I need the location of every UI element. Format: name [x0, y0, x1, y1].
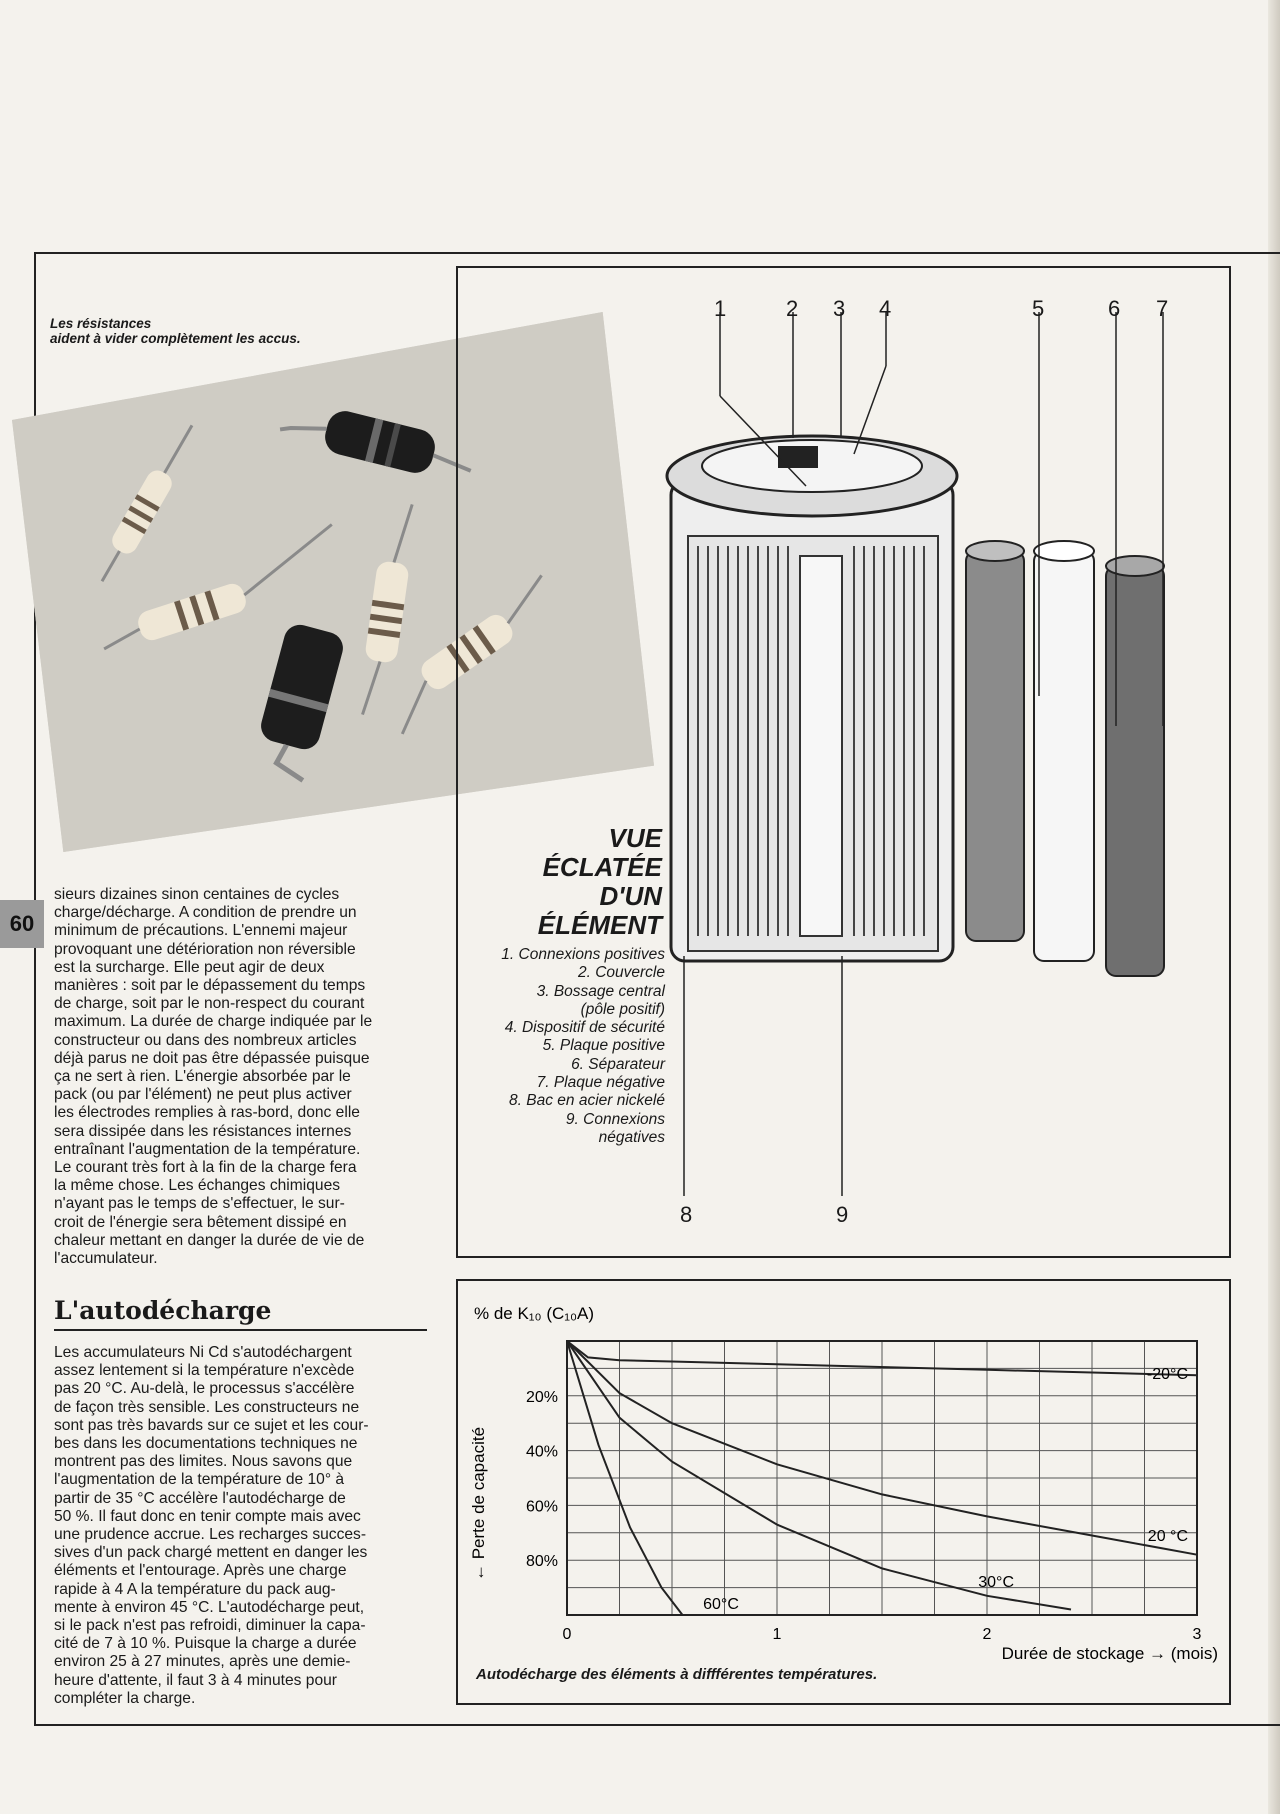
callout-8: 8	[680, 1202, 693, 1227]
section-heading: L'autodécharge	[54, 1296, 427, 1331]
series-label: 20 °C	[1147, 1528, 1188, 1545]
text-line: pas 20 °C. Au-delà, le processus s'accélère	[54, 1380, 355, 1398]
x-tick-label: 0	[562, 1626, 572, 1643]
text-line: n'ayant pas le temps de s'effectuer, le sur-	[54, 1195, 345, 1213]
photo-caption	[50, 316, 350, 346]
callout-9: 9	[836, 1202, 849, 1227]
diagram-title	[440, 824, 662, 940]
text-line: partir de 35 °C accélère l'autodécharge de	[54, 1489, 346, 1507]
diagram-title-line: ÉLÉMENT	[537, 910, 662, 940]
text-line: bes dans les documentations techniques ne	[54, 1435, 358, 1453]
page-edge	[1268, 0, 1280, 1814]
diagram-title-line: D'UN	[599, 881, 662, 911]
text-line: croit de l'énergie sera bêtement dissipé en	[54, 1213, 347, 1231]
text-line: ça ne sert à rien. L'énergie absorbée par le	[54, 1068, 351, 1086]
text-line: l'augmentation de la température de 10° à	[54, 1471, 345, 1489]
text-line: mente à environ 45 °C. L'autodécharge peut,	[54, 1598, 365, 1616]
chart-title: % de K₁₀ (C₁₀A)	[474, 1304, 595, 1323]
legend-line: 7. Plaque négative	[536, 1074, 665, 1092]
series-label: 30°C	[978, 1574, 1014, 1591]
text-line: la même chose. Les échanges chimiques	[54, 1177, 341, 1195]
frame-rule-top	[34, 252, 1280, 254]
text-line: minimum de précautions. L'ennemi majeur	[54, 922, 348, 940]
text-line: manières : soit par le dépassement du temps	[54, 977, 366, 995]
frame-rule-bottom	[34, 1724, 1280, 1726]
callout-7: 7	[1156, 296, 1169, 321]
text-line: de façon très sensible. Les constructeurs ne	[54, 1398, 360, 1416]
diagram-title-line: VUE	[608, 823, 662, 853]
text-line: charge/décharge. A condition de prendre un	[54, 904, 357, 922]
text-line: chaleur mettant en danger la durée de vie de	[54, 1231, 365, 1249]
text-line: cité de 7 à 10 %. Puisque la charge a durée	[54, 1635, 357, 1653]
legend-line: 3. Bossage central	[536, 982, 665, 1000]
legend-line: négatives	[598, 1128, 665, 1146]
series-label: 60°C	[703, 1596, 739, 1613]
text-line: une prudence accrue. Les recharges succes-	[54, 1526, 367, 1544]
page-number: 60	[0, 900, 44, 948]
text-line: déjà parus ne doit pas être dépassée puisque	[54, 1049, 370, 1067]
x-tick-label: 3	[1192, 1626, 1202, 1643]
y-tick-label: 80%	[525, 1553, 558, 1571]
legend-line: 4. Dispositif de sécurité	[504, 1019, 665, 1037]
legend-line: (pôle positif)	[580, 1000, 665, 1018]
legend-line: 6. Séparateur	[571, 1055, 665, 1073]
x-tick-label: 1	[772, 1626, 782, 1643]
text-line: de charge, soit par le non-respect du courant	[54, 995, 365, 1013]
legend-line: 1. Connexions positives	[501, 946, 665, 963]
text-line: environ 25 à 27 minutes, après une demie-	[54, 1653, 351, 1671]
callout-3: 3	[833, 296, 846, 321]
text-line: est la surcharge. Elle peut agir de deux	[54, 958, 325, 976]
text-line: sont pas très bavards sur ce sujet et les cour-	[54, 1416, 369, 1434]
text-line: éléments et l'entourage. Après une charge	[54, 1562, 347, 1580]
text-line: assez lentement si la température n'excède	[54, 1362, 355, 1380]
text-line: sieurs dizaines sinon centaines de cycles	[54, 886, 340, 903]
diagram-legend	[440, 946, 665, 1147]
photo-caption-line: Les résistances	[50, 316, 152, 331]
callout-1: 1	[714, 296, 727, 321]
text-line: entraînant l'augmentation de la température.	[54, 1140, 361, 1158]
text-line: rapide à 4 A la température du pack aug-	[54, 1580, 336, 1598]
callout-4: 4	[879, 296, 892, 321]
text-line: heure d'attente, il faut 3 à 4 minutes pour	[54, 1671, 337, 1689]
series-label: -20°C	[1146, 1366, 1188, 1383]
section-paragraph	[54, 1344, 427, 1708]
text-line: sera dissipée dans les résistances internes	[54, 1122, 352, 1140]
text-line: pack (ou par l'élément) ne peut plus activer	[54, 1086, 352, 1104]
legend-line: 8. Bac en acier nickelé	[509, 1092, 665, 1110]
text-line: constructeur ou dans des nombreux articles	[54, 1031, 357, 1049]
text-line: montrent pas des limites. Nous savons que	[54, 1453, 353, 1471]
series-line	[567, 1341, 1071, 1610]
text-line: les électrodes remplies à ras-bord, donc elle	[54, 1104, 360, 1122]
article-paragraph	[54, 886, 427, 1268]
y-tick-label: 40%	[525, 1443, 558, 1461]
y-tick-label: 60%	[525, 1498, 558, 1516]
text-line: l'accumulateur.	[54, 1250, 158, 1268]
legend-line: 5. Plaque positive	[542, 1037, 665, 1055]
y-tick-label: 20%	[525, 1388, 558, 1406]
callout-6: 6	[1108, 296, 1121, 321]
diagram-title-line: ÉCLATÉE	[542, 852, 662, 882]
photo-caption-line: aident à vider complètement les accus.	[50, 331, 301, 346]
text-line: provoquant une détérioration non réversible	[54, 940, 356, 958]
callout-2: 2	[786, 296, 799, 321]
text-line: 50 %. Il faut donc en tenir compte mais avec	[54, 1507, 361, 1525]
text-line: si le pack n'est pas refroidi, diminuer la capa-	[54, 1617, 366, 1635]
chart-caption: Autodécharge des éléments à diffférentes températures.	[476, 1666, 878, 1683]
self-discharge-chart	[456, 1279, 1227, 1701]
legend-line: 2. Couvercle	[577, 964, 665, 982]
y-axis-label: ← Perte de capacité	[469, 1426, 488, 1581]
legend-line: 9. Connexions	[565, 1110, 665, 1128]
text-line: Le courant très fort à la fin de la charge fera	[54, 1159, 357, 1177]
x-axis-label: Durée de stockage → (mois)	[1001, 1644, 1218, 1663]
text-line: compléter la charge.	[54, 1689, 196, 1707]
callout-5: 5	[1032, 296, 1045, 321]
text-line: maximum. La durée de charge indiquée par le	[54, 1013, 373, 1031]
x-tick-label: 2	[982, 1626, 992, 1643]
text-line: sives d'un pack chargé mettent en danger les	[54, 1544, 368, 1562]
text-line: Les accumulateurs Ni Cd s'autodéchargent	[54, 1344, 352, 1361]
